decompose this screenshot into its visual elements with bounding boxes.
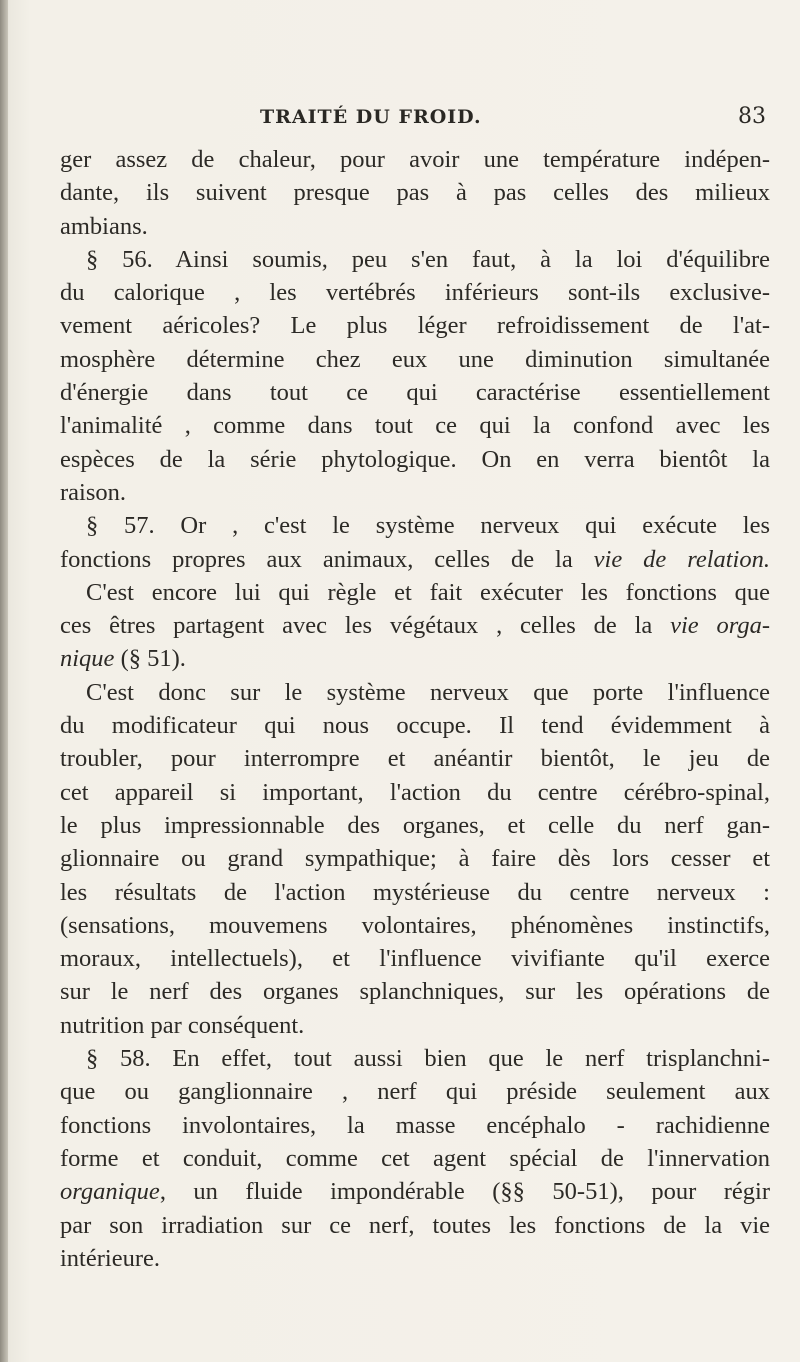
text-run: ces êtres partagent avec les végétaux , celles de la: [60, 612, 671, 640]
text-line: [60, 543, 770, 576]
text-run: (§ 51).: [114, 645, 186, 673]
italic-term: nique: [60, 645, 115, 673]
text-line: [60, 642, 770, 675]
text-line: l'animalité , comme dans tout ce qui la confond avec les: [60, 412, 770, 440]
text-line: [60, 609, 770, 642]
book-spine-shadow: [0, 0, 8, 1362]
italic-term: vie de relation.: [593, 545, 770, 573]
text-line: [60, 1175, 770, 1208]
text-line: fonctions involontaires, la masse encéphalo - rachidienne: [60, 1111, 770, 1139]
body-text: [60, 143, 770, 1275]
text-run: , un fluide impondérable (§§ 50-51), pour régir: [159, 1178, 770, 1206]
text-line: dante, ils suivent presque pas à pas celles des milieux: [60, 179, 770, 207]
running-head: TRAITÉ DU FROID.: [260, 106, 482, 128]
text-line: du calorique , les vertébrés inférieurs sont-ils exclusive-: [60, 279, 770, 307]
text-run: fonctions propres aux animaux, celles de la: [60, 545, 594, 573]
text-line: mosphère détermine chez eux une diminution simultanée: [60, 345, 770, 373]
text-line: par son irradiation sur ce nerf, toutes les fonctions de la vie: [60, 1211, 770, 1239]
text-line: raison.: [60, 478, 126, 506]
text-line: ambians.: [60, 212, 148, 240]
text-line: du modificateur qui nous occupe. Il tend évidemment à: [60, 712, 770, 740]
text-line: troubler, pour interrompre et anéantir bientôt, le jeu de: [60, 745, 770, 773]
text-line: § 58. En effet, tout aussi bien que le nerf trisplanchni-: [86, 1045, 770, 1073]
italic-term: vie orga-: [670, 612, 770, 640]
text-line: forme et conduit, comme cet agent spécial de l'innervation: [60, 1144, 770, 1172]
text-line: § 57. Or , c'est le système nerveux qui exécute les: [86, 512, 770, 540]
text-line: que ou ganglionnaire , nerf qui préside seulement aux: [60, 1078, 770, 1106]
text-line: espèces de la série phytologique. On en verra bientôt la: [60, 445, 770, 473]
page-header: [60, 106, 766, 136]
text-line: C'est encore lui qui règle et fait exécuter les fonctions que: [86, 578, 770, 606]
text-line: les résultats de l'action mystérieuse du centre nerveux :: [60, 878, 770, 906]
text-line: d'énergie dans tout ce qui caractérise essentiellement: [60, 379, 770, 407]
page-number: 83: [738, 104, 766, 129]
italic-term: organique: [60, 1178, 160, 1206]
text-line: intérieure.: [60, 1244, 160, 1272]
text-line: § 56. Ainsi soumis, peu s'en faut, à la loi d'équilibre: [86, 245, 770, 273]
text-line: glionnaire ou grand sympathique; à faire dès lors cesser et: [60, 845, 770, 873]
text-line: le plus impressionnable des organes, et celle du nerf gan-: [60, 811, 770, 839]
text-line: nutrition par conséquent.: [60, 1011, 305, 1039]
text-line: sur le nerf des organes splanchniques, sur les opérations de: [60, 978, 770, 1006]
text-line: moraux, intellectuels), et l'influence vivifiante qu'il exerce: [60, 945, 770, 973]
text-line: (sensations, mouvemens volontaires, phénomènes instinctifs,: [60, 911, 770, 939]
text-line: ger assez de chaleur, pour avoir une température indépen-: [60, 146, 770, 173]
text-line: cet appareil si important, l'action du centre cérébro-spinal,: [60, 778, 770, 806]
text-line: vement aéricoles? Le plus léger refroidissement de l'at-: [60, 312, 770, 340]
text-line: C'est donc sur le système nerveux que porte l'influence: [86, 678, 770, 706]
